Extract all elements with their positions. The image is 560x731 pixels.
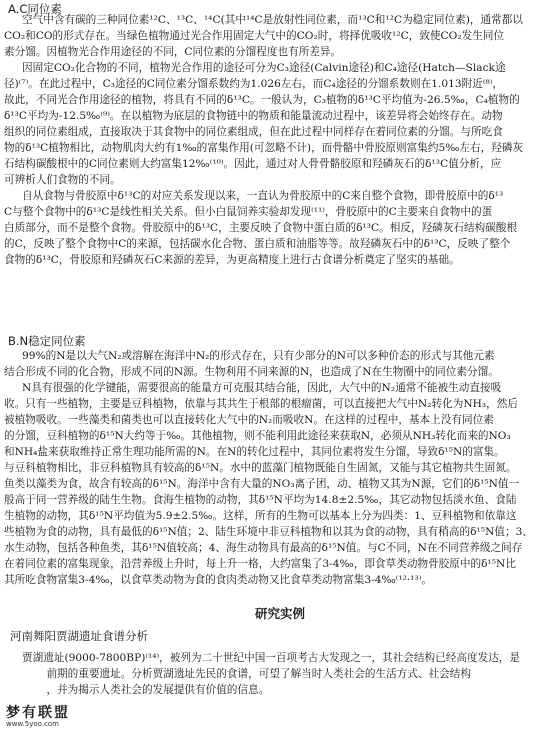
text-line: 白质部分，而不是整个食物。骨胶原中的δ¹³C，主要反映了食物中蛋白质的δ¹³C。相反，羟磷灰石结构碳酸根 bbox=[4, 222, 518, 234]
text-line: 其所吃食物富集3-4‰，以食草类动物为食的食肉类动物又比食草类动物富集3-4‰⁽¹²·¹³⁾。 bbox=[4, 574, 433, 586]
section-b-title: B.N稳定同位素 bbox=[8, 334, 86, 348]
text-line: 般高于同一营养级的陆生生物。食海生植物的动物，其δ¹⁵N平均为14.8±2.5‰，其它动物包括淡水鱼、食陆 bbox=[4, 494, 517, 506]
section-b-body bbox=[0, 348, 560, 588]
text-line: 些植物为食的动物，具有最低的δ¹⁵N值；2、陆生环境中非豆科植物和以其为食的动物，具有稍高的δ¹⁵N值；3、 bbox=[4, 526, 533, 538]
text-line: 物的δ¹³C植物相比，动物肌肉大约有1‰的富集作用(可忽略不计)，而骨骼中骨胶原则富集约5‰左右，羟磷灰 bbox=[4, 142, 524, 154]
text-line: 径)⁽⁷⁾。在此过程中，C₃途径的C同位素分馏系数约为1.026左右，而C₄途径的分馏系数则在1.013附近⁽⁸⁾， bbox=[4, 78, 504, 90]
text-line: 自从食物与骨胶原中δ¹³C的对应关系发现以来，一直认为骨胶原中的C来自整个食物，即骨胶原中的δ¹³ bbox=[22, 190, 504, 202]
section-a-body bbox=[0, 12, 560, 268]
text-line: 鱼类以藻类为食，故含有较高的δ¹⁵N。海洋中含有大量的NO₃离子团，动、植物又其为N源，它们的δ¹⁵N值一 bbox=[4, 478, 520, 490]
text-line: 结合形成不同的化合物，形成不同的N源。生物利用不同来源的N，也造成了N在生物圈中的同位素分馏。 bbox=[4, 366, 499, 378]
text-line: δ¹³C平均为-12.5‰⁽⁹⁾。在以植物为底层的食物链中的物质和能量流动过程中，该差异将会始终存在。动物 bbox=[4, 110, 503, 122]
text-line: 可辨析人们食物的不同。 bbox=[4, 174, 121, 186]
research-heading: 研究实例 bbox=[254, 606, 305, 621]
watermark-url: www.5yoo.com bbox=[6, 720, 59, 728]
research-body bbox=[0, 650, 560, 698]
watermark-graphic bbox=[4, 702, 96, 728]
text-line: 空气中含有碳的三种同位素¹²C、¹³C、¹⁴C(其中¹⁴C是放射性同位素，而¹³C和¹²C为稳定同位素)，通常都以 bbox=[22, 14, 523, 26]
text-line: 故此，不同光合作用途径的植物，将具有不同的δ¹³C。一般认为，C₃植物的δ¹³C平均值为-26.5‰，C₄植物的 bbox=[4, 94, 520, 106]
text-line: ，并为揭示人类社会的发展提供有价值的信息。 bbox=[4, 684, 270, 696]
text-line: C与整个食物中的δ¹³C是线性相关关系。但小白鼠饲养实验却发现⁽¹¹⁾，骨胶原中的C主要来自食物中的蛋 bbox=[4, 206, 493, 218]
text-line: 与豆科植物相比，非豆科植物具有较高的δ¹⁵N。水中的蓝藻门植物既能自生固氮，又能与其它植物共生固氮。 bbox=[4, 462, 517, 474]
section-a-title: A.C同位素 bbox=[8, 2, 62, 16]
text-line: 素分馏。因植物光合作用途径的不同，C同位素的分馏程度也有所差异。 bbox=[4, 46, 342, 58]
text-line: 被植物吸收。一些藻类和菌类也可以直接转化大气中的N₂而吸收N。在这样的过程中，基本上没有同位素 bbox=[4, 414, 494, 426]
text-line: 的C，反映了整个食物中C的来源，包括碳水化合物、蛋白质和油脂等等。故羟磷灰石中的δ¹³C，反映了整个 bbox=[4, 238, 511, 250]
research-subheading: 河南舞阳贾湖遗址食谱分析 bbox=[10, 629, 148, 643]
text-line: 收。只有一些植物，主要是豆科植物，依靠与其共生于根部的根瘤菌，可以直接把大气中N₂转化为NH₃，然后 bbox=[4, 398, 518, 410]
text-line: 食物的δ¹³C，骨胶原和羟磷灰石C来源的差异，为更高精度上进行古食谱分析奠定了坚实的基础。 bbox=[4, 254, 460, 266]
text-line: 组织的同位素组成，直接取决于其食物中的同位素组成，但在此过程中同样存在着同位素的分馏。与所吃食 bbox=[4, 126, 503, 138]
text-line: 生植物的动物，其δ¹⁵N平均值为5.9±2.5‰。这样，所有的生物可以基本上分为四类：1、豆科植物和依靠这 bbox=[4, 510, 517, 522]
text-line: 因固定CO₂化合物的不同，植物光合作用的途径可分为C₃途径(Calvin途径)和C₄途径(Hatch—Slack途 bbox=[22, 62, 506, 74]
text-line: 水生动物，包括各种鱼类，其δ¹⁵N值较高；4、海生动物具有最高的δ¹⁵N值。与C不同，N在不同营养级之间存 bbox=[4, 542, 523, 554]
text-line: CO₂和CO的形式存在。当绿色植物通过光合作用固定大气中的CO₂时，将择优吸收¹²C，致使CO₂发生同位 bbox=[4, 30, 505, 42]
text-line: 和NH₄盐来获取维持正常生理功能所需的N。在N的转化过程中，其同位素将发生分馏，导致δ¹⁵N的富集。 bbox=[4, 446, 505, 458]
text-line: 贾湖遗址(9000-7800BP)⁽¹⁴⁾，被列为二十世纪中国一百项考古大发现之一，其社会结构已经高度发达，是 bbox=[22, 652, 521, 664]
text-line: N具有很强的化学键能，需要很高的能量方可克服其结合能，因此，大气中的N₂通常不能被生动直接吸 bbox=[22, 382, 502, 394]
text-line: 99%的N是以大气N₂或溶解在海洋中N₂的形式存在，只有少部分的N可以多种价态的形式与其他元素 bbox=[22, 350, 495, 362]
text-line: 石结构碳酸根中的C同位素则大约富集12‰⁽¹⁰⁾。因此，通过对人骨骨骼胶原和羟磷灰石的δ¹³C值分析，应 bbox=[4, 158, 502, 170]
watermark-logo bbox=[4, 702, 96, 728]
text-line: 在着同位素的富集现象，沿营养级上升时，每上升一格，大约富集了3-4‰，即食草类动物骨胶原中的δ¹⁵N比 bbox=[4, 558, 516, 570]
text-line: 前期的重要遗址。分析贾湖遗址先民的食谱，可望了解当时人类社会的生活方式、社会结构 bbox=[4, 668, 472, 680]
watermark-text: 梦有联盟 bbox=[6, 705, 70, 721]
text-line: 的分馏，豆科植物的δ¹⁵N大约等于‰。其他植物，则不能利用此途径来获取N，必须从NH₃转化而来的NO₃ bbox=[4, 430, 511, 442]
